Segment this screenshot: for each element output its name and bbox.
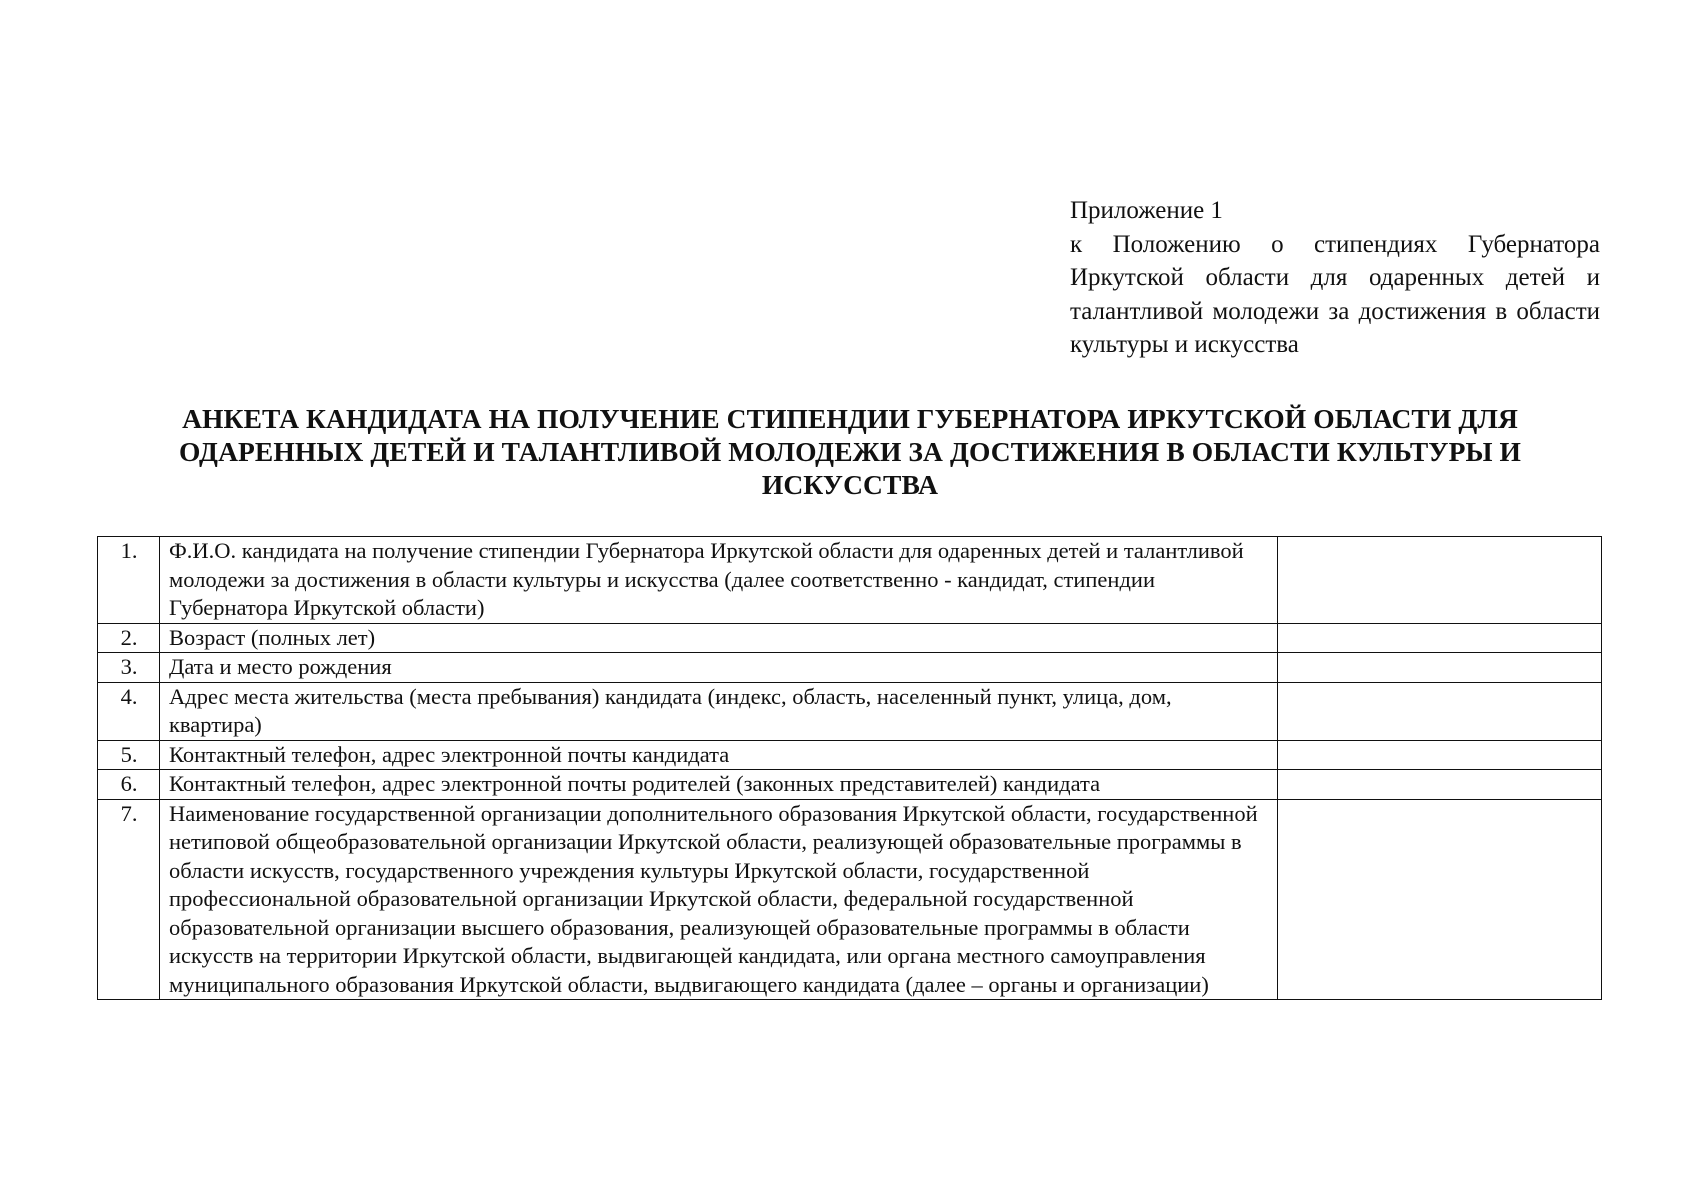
row-value-field[interactable] — [1278, 653, 1602, 683]
row-value-field[interactable] — [1278, 740, 1602, 770]
appendix-reference: к Положению о стипендиях Губернатора Иркутской области для одаренных детей и талантливой молодежи за достижения в области культуры и искусства — [1070, 230, 1600, 358]
row-label: Наименование государственной организации дополнительного образования Иркутской области, государственной нетиповой общеобразовательной организации Иркутской области, реализующей образовательные программы в области искусств, государственного учреждения культуры Иркутской области, государственной профессиональной образовательной организации Иркутской области, федеральной государственной образовательной организации высшего образования, реализующей образовательные программы в области искусств на территории Иркутской области, выдвигающей кандидата, или органа местного самоуправления муниципального образования Иркутской области, выдвигающего кандидата (далее – органы и организации) — [160, 799, 1278, 1000]
row-value-field[interactable] — [1278, 682, 1602, 740]
table-row — [98, 537, 1602, 624]
row-label: Адрес места жительства (места пребывания) кандидата (индекс, область, населенный пункт, улица, дом, квартира) — [160, 682, 1278, 740]
table-row — [98, 770, 1602, 800]
row-number: 4. — [98, 682, 160, 740]
appendix-header — [1070, 194, 1600, 362]
row-value-field[interactable] — [1278, 770, 1602, 800]
questionnaire-table — [97, 536, 1602, 1000]
row-number: 5. — [98, 740, 160, 770]
row-label: Дата и место рождения — [160, 653, 1278, 683]
row-label: Возраст (полных лет) — [160, 623, 1278, 653]
row-label: Контактный телефон, адрес электронной почты родителей (законных представителей) кандидата — [160, 770, 1278, 800]
row-label: Ф.И.О. кандидата на получение стипендии Губернатора Иркутской области для одаренных детей и талантливой молодежи за достижения в области культуры и искусства (далее соответственно - кандидат, стипендии Губернатора Иркутской области) — [160, 537, 1278, 624]
table-row — [98, 682, 1602, 740]
document-title: АНКЕТА КАНДИДАТА НА ПОЛУЧЕНИЕ СТИПЕНДИИ ГУБЕРНАТОРА ИРКУТСКОЙ ОБЛАСТИ ДЛЯ ОДАРЕННЫХ ДЕТЕЙ И ТАЛАНТЛИВОЙ МОЛОДЕЖИ ЗА ДОСТИЖЕНИЯ В ОБЛАСТИ КУЛЬТУРЫ И ИСКУССТВА — [178, 403, 1522, 500]
row-value-field[interactable] — [1278, 799, 1602, 1000]
row-label: Контактный телефон, адрес электронной почты кандидата — [160, 740, 1278, 770]
row-number: 1. — [98, 537, 160, 624]
row-number: 2. — [98, 623, 160, 653]
row-value-field[interactable] — [1278, 623, 1602, 653]
row-number: 7. — [98, 799, 160, 1000]
row-number: 6. — [98, 770, 160, 800]
table-row — [98, 623, 1602, 653]
table-row — [98, 653, 1602, 683]
appendix-title: Приложение 1 — [1070, 197, 1223, 224]
table-row — [98, 740, 1602, 770]
row-value-field[interactable] — [1278, 537, 1602, 624]
row-number: 3. — [98, 653, 160, 683]
table-row — [98, 799, 1602, 1000]
